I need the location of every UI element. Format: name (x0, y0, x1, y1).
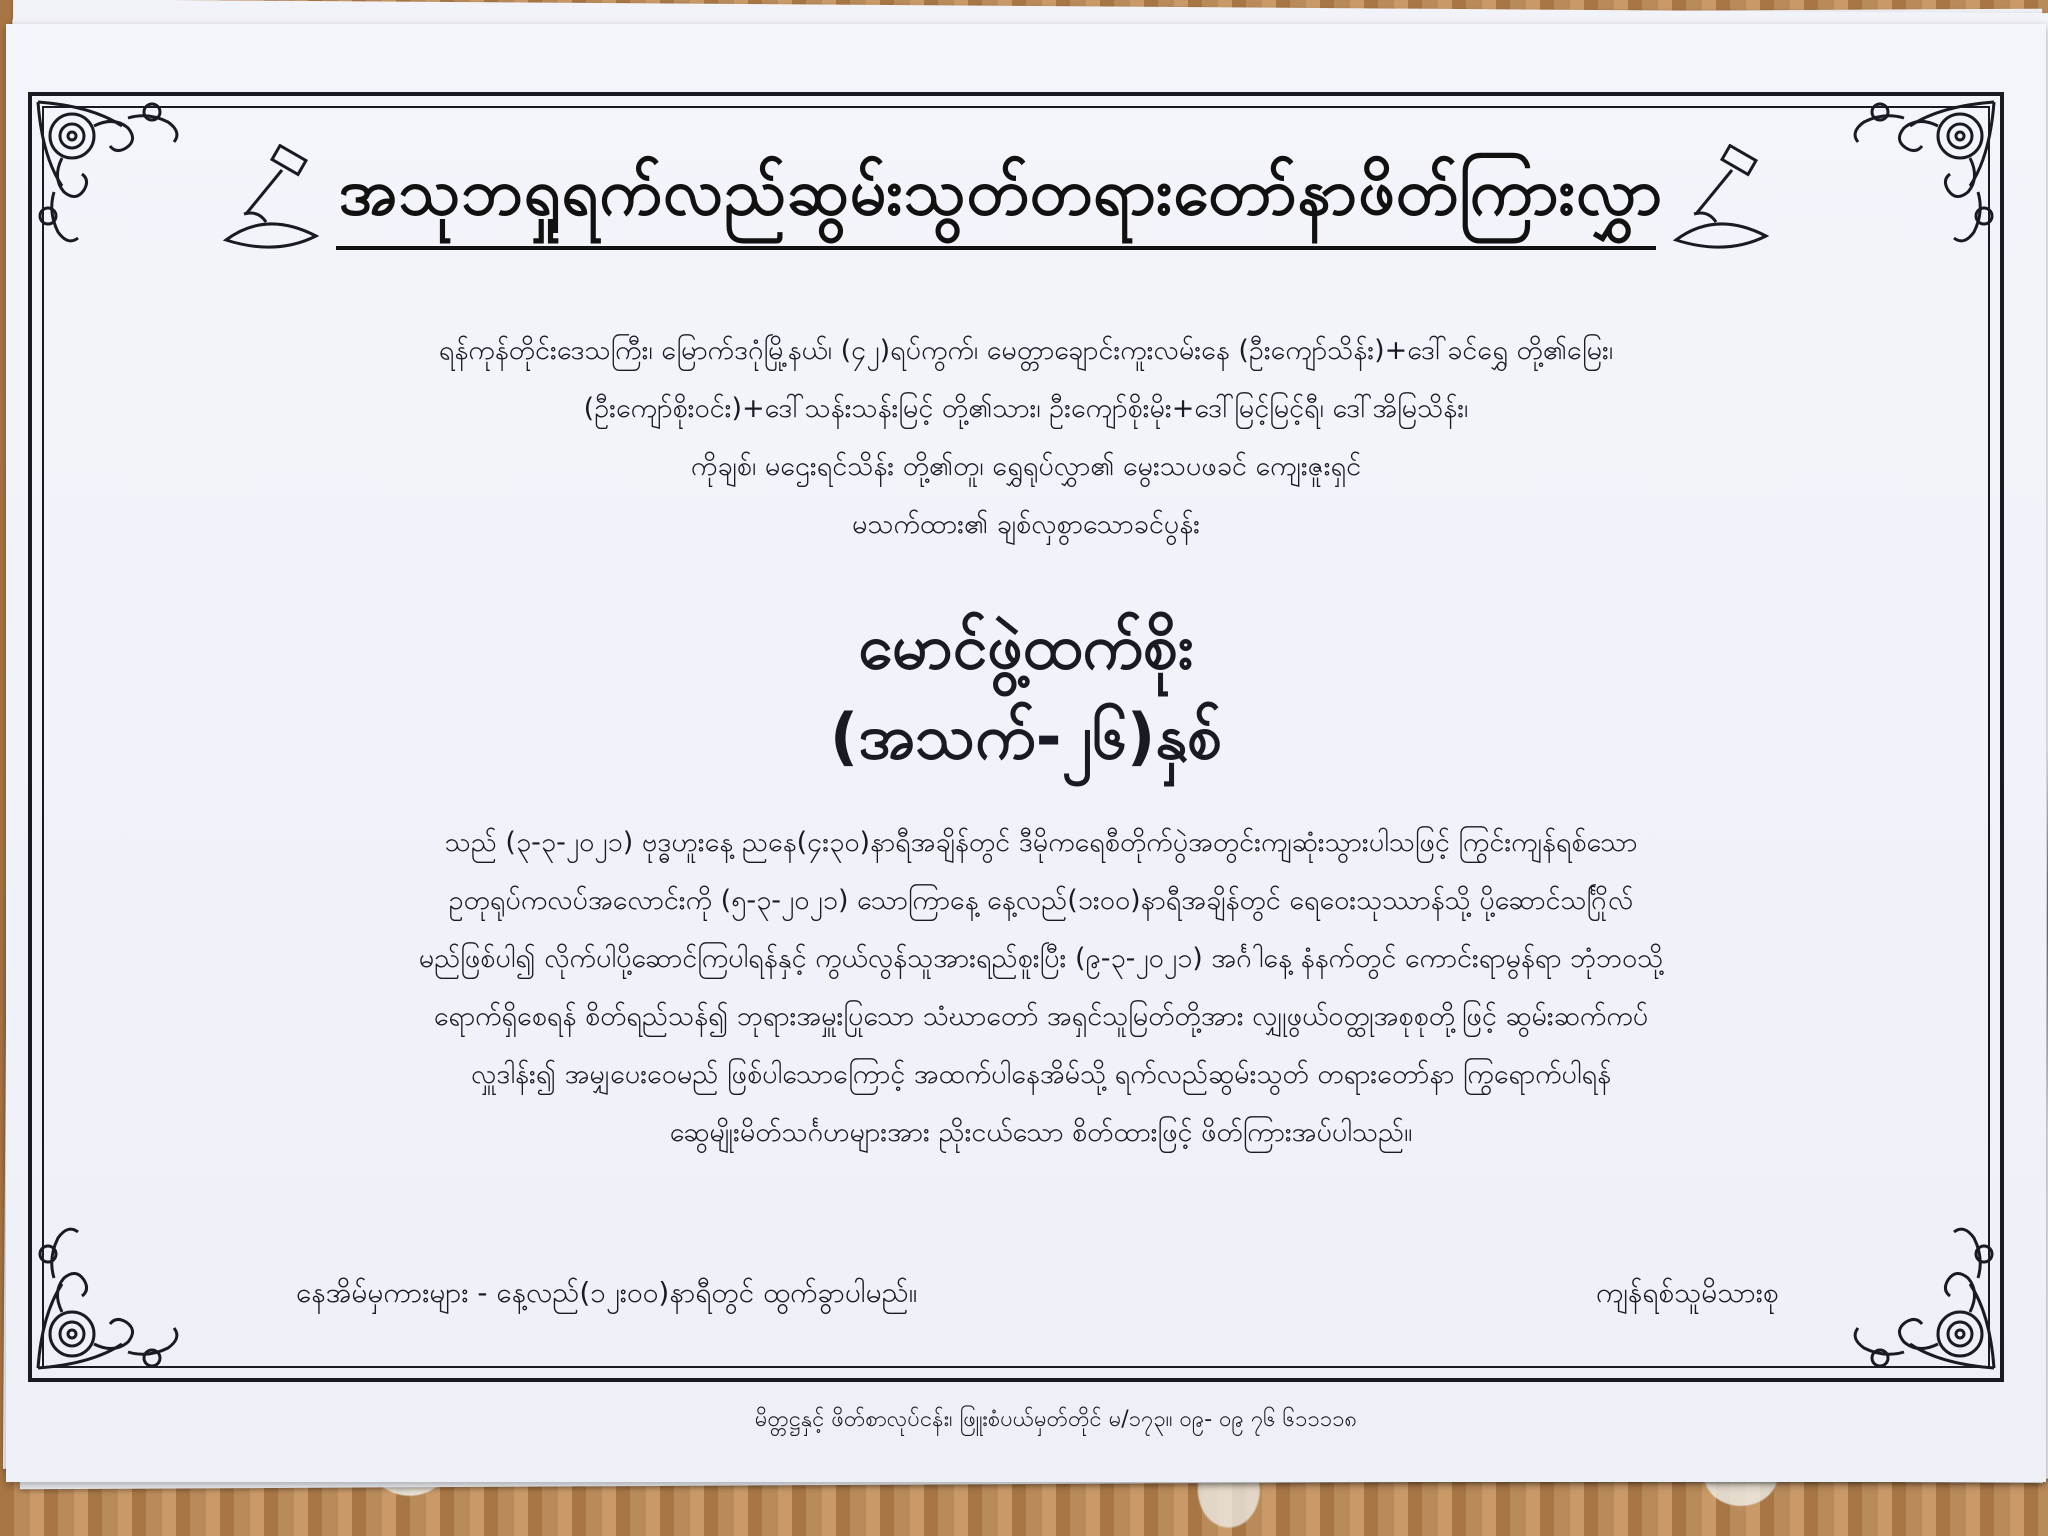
poster-title: အသုဘရှုရက်လည်ဆွမ်းသွတ်တရားတော်နာဖိတ်ကြားလွှာ (338, 156, 1664, 230)
intro-line: မသက်ထား၏ ချစ်လှစွာသောခင်ပွန်း (851, 509, 1201, 540)
deceased-name: မောင်ဖွဲ့ထက်စိုး (858, 610, 1194, 683)
intro-line: ရန်ကုန်တိုင်းဒေသကြီး၊ မြောက်ဒဂုံမြို့နယ်၊ (၄၂)ရပ်ကွက်၊ မေတ္တာချောင်းကူးလမ်းနေ (ဦးကျော်သိန်း)+ဒေါ်ခင်ရွှေ တို့၏မြေး၊ (438, 335, 1614, 366)
family-signature: ကျန်ရစ်သူမိသားစု (1596, 1276, 1779, 1309)
printer-credit: မိတ္တဋ္ဌနှင့် ဖိတ်စာလုပ်ငန်း၊ ဖြူးစံပယ်မှတ်တိုင် မ/၁၇၃။ ၀၉- ၀၉ ၇၆ ၆၁၁၁၁၈ (754, 1407, 1358, 1432)
deceased-heading (156, 602, 1896, 782)
intro-line: ကိုချစ်၊ မဌေးရင်သိန်း တို့၏တူ၊ ရွှေရုပ်လွှာ၏ မွေးသပဖခင် ကျေးဇူးရှင် (690, 451, 1362, 482)
body-line: ရောက်ရှိစေရန် စိတ်ရည်သန်၍ ဘုရားအမှူးပြုသော သံဃာတော် အရှင်သူမြတ်တို့အား လျှုဖွယ်ဝတ္ထုအစုစုတို့ဖြင့် ဆွမ်းဆက်ကပ် (433, 1001, 1649, 1032)
deceased-age: (အသက်-၂၆)နှစ် (829, 700, 1223, 773)
corner-ornament-icon (32, 96, 232, 296)
corner-ornament-icon (1800, 1174, 2000, 1374)
body-line: လှူဒါန်း၍ အမျှပေးဝေမည် ဖြစ်ပါသောကြောင့် အထက်ပါနေအိမ်သို့ ရက်လည်ဆွမ်းသွတ် တရားတော်နာ ကြွရောက်ပါရန် (470, 1059, 1612, 1090)
corner-ornament-icon (32, 1174, 232, 1374)
departure-notice: နေအိမ်မှကားများ - နေ့လည်(၁၂း၀၀)နာရီတွင် ထွက်ခွာပါမည်။ (296, 1276, 918, 1309)
body-paragraph (166, 814, 1916, 1162)
intro-paragraph (156, 322, 1896, 554)
body-line: ဆွေမျိုးမိတ်သင်္ဂဟများအား ညိုးငယ်သော စိတ်ထားဖြင့် ဖိတ်ကြားအပ်ပါသည်။ (669, 1117, 1413, 1148)
corner-ornament-icon (1800, 96, 2000, 296)
hammer-hand-icon (216, 144, 336, 254)
body-line: ဥတုရုပ်ကလပ်အလောင်းကို (၅-၃-၂၀၂၁) သောကြာနေ့ နေ့လည်(၁း၀၀)နာရီအချိန်တွင် ရေဝေးသုဿာန်သို့ ပို့ဆောင်သင်္ဂြိုလ် (448, 885, 1634, 916)
body-line: သည် (၃-၃-၂၀၂၁) ဗုဒ္ဓဟူးနေ့ ညနေ(၄း၃၀)နာရီအချိန်တွင် ဒီမိုကရေစီတိုက်ပွဲအတွင်းကျဆုံးသွားပါသဖြင့် ကြွင်းကျန်ရစ်သော (444, 827, 1638, 858)
hammer-hand-icon (1666, 144, 1786, 254)
intro-line: (ဦးကျော်စိုးဝင်း)+ဒေါ်သန်းသန်းမြင့် တို့၏သား၊ ဦးကျော်စိုးမိုး+ဒေါ်မြင့်မြင့်ရီ၊ ဒေါ်အိမြသိန်း၊ (583, 393, 1469, 424)
body-line: မည်ဖြစ်ပါ၍ လိုက်ပါပို့ဆောင်ကြပါရန်နှင့် ကွယ်လွန်သူအားရည်စူးပြီး (၉-၃-၂၀၂၁) အင်္ဂါနေ့ နံနက်တွင် ကောင်းရာမွန်ရာ ဘုံဘဝသို့ (418, 943, 1664, 974)
funeral-invitation-poster (6, 24, 2046, 1482)
title-underline (336, 246, 1656, 250)
